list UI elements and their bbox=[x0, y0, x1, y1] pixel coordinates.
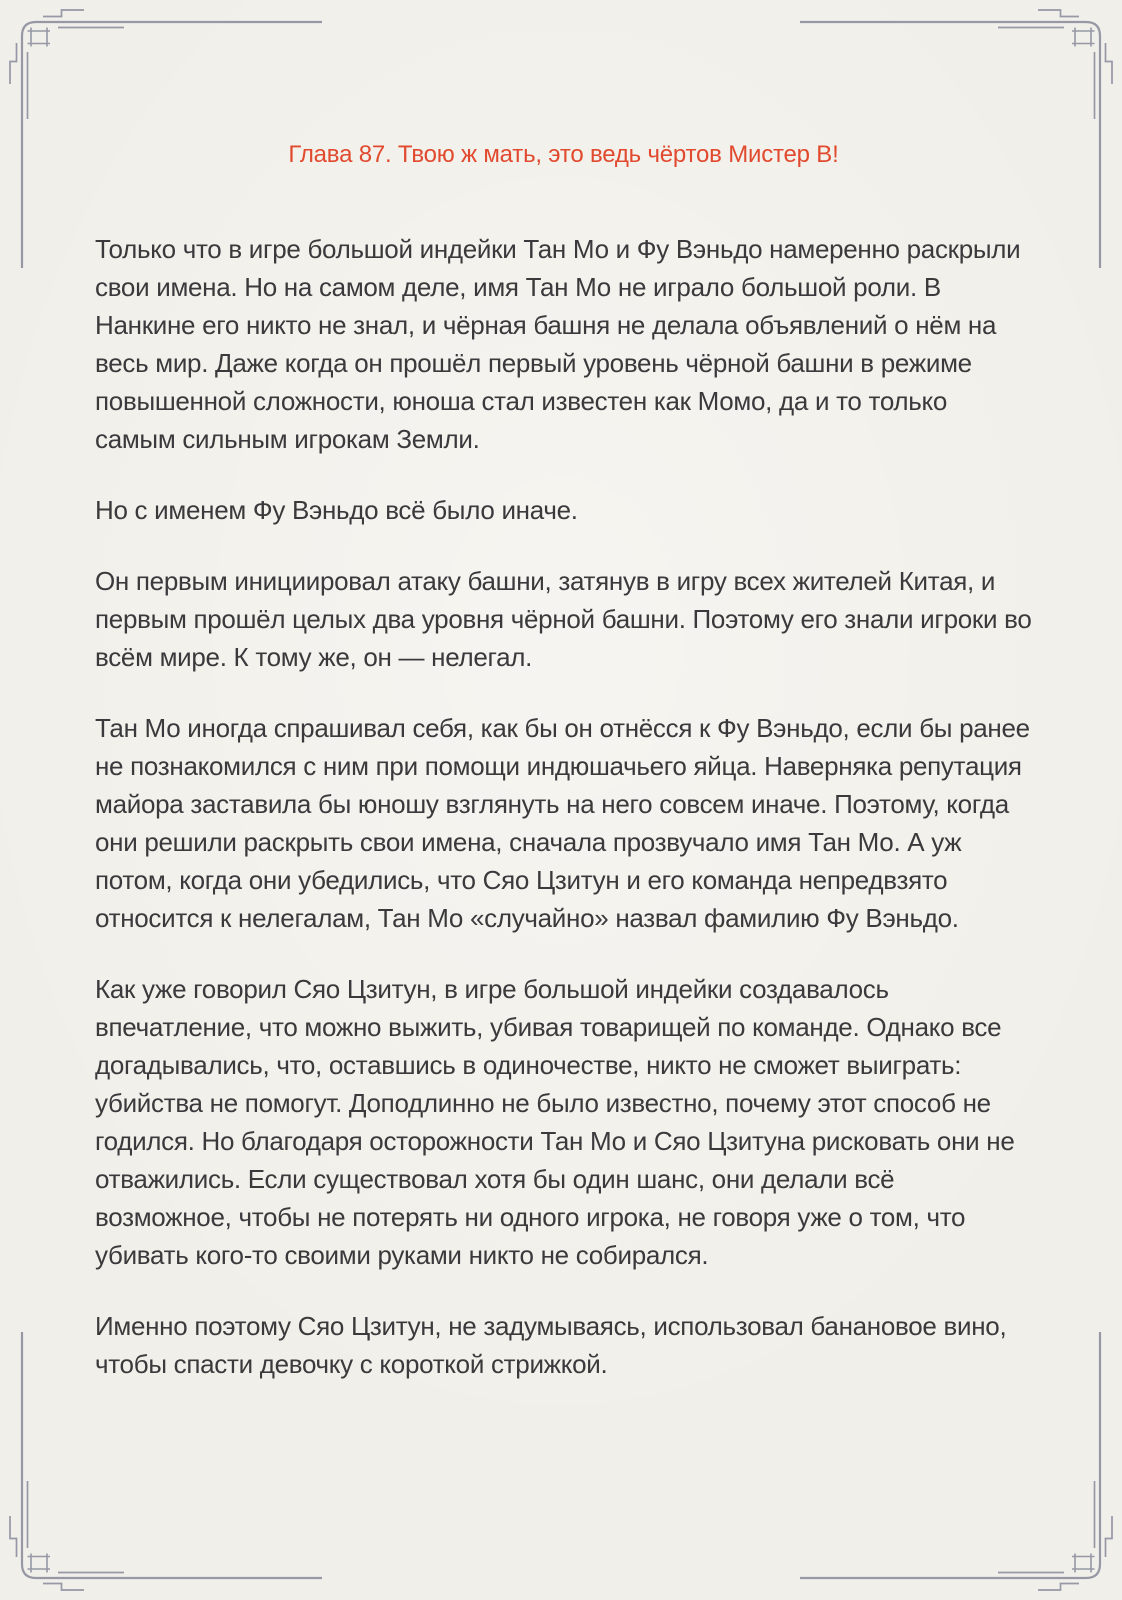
paragraph: Как уже говорил Сяо Цзитун, в игре большой индейки создавалось впечатление, что можно выжить, убивая товарищей по команде. Однако все догадывались, что, оставшись в одиночестве, никто не сможет выиграть: убийства не помогут. Доподлинно не было известно, почему этот способ не годился. Но благодаря осторожности Тан Мо и Сяо Цзитуна рисковать они не отважились. Если существовал хотя бы один шанс, они делали всё возможное, чтобы не потерять ни одного игрока, не говоря уже о том, что убивать кого-то своими руками никто не собирался. bbox=[95, 974, 1015, 1270]
paragraph: Именно поэтому Сяо Цзитун, не задумываясь, использовал банановое вино, чтобы спасти девочку с короткой стрижкой. bbox=[95, 1311, 1007, 1379]
paragraph: Но с именем Фу Вэньдо всё было иначе. bbox=[95, 495, 578, 525]
chapter-content bbox=[95, 0, 1032, 1416]
chapter-body bbox=[95, 230, 1032, 1383]
paragraph: Тан Мо иногда спрашивал себя, как бы он отнёсся к Фу Вэньдо, если бы ранее не познакомился с ним при помощи индюшачьего яйца. Наверняка репутация майора заставила бы юношу взглянуть на него совсем иначе. Поэтому, когда они решили раскрыть свои имена, сначала прозвучало имя Тан Мо. А уж потом, когда они убедились, что Сяо Цзитун и его команда непредвзято относится к нелегалам, Тан Мо «случайно» назвал фамилию Фу Вэньдо. bbox=[95, 713, 1030, 933]
chapter-title: Глава 87. Твою ж мать, это ведь чёртов Мистер В! bbox=[288, 141, 839, 168]
paragraph: Только что в игре большой индейки Тан Мо и Фу Вэньдо намеренно раскрыли свои имена. Но на самом деле, имя Тан Мо не играло большой роли. В Нанкине его никто не знал, и чёрная башня не делала объявлений о нём на весь мир. Даже когда он прошёл первый уровень чёрной башни в режиме повышенной сложности, юноша стал известен как Момо, да и то только самым сильным игрокам Земли. bbox=[95, 234, 1021, 454]
paragraph: Он первым инициировал атаку башни, затянув в игру всех жителей Китая, и первым прошёл целых два уровня чёрной башни. Поэтому его знали игроки во всём мире. К тому же, он — нелегал. bbox=[95, 566, 1032, 672]
